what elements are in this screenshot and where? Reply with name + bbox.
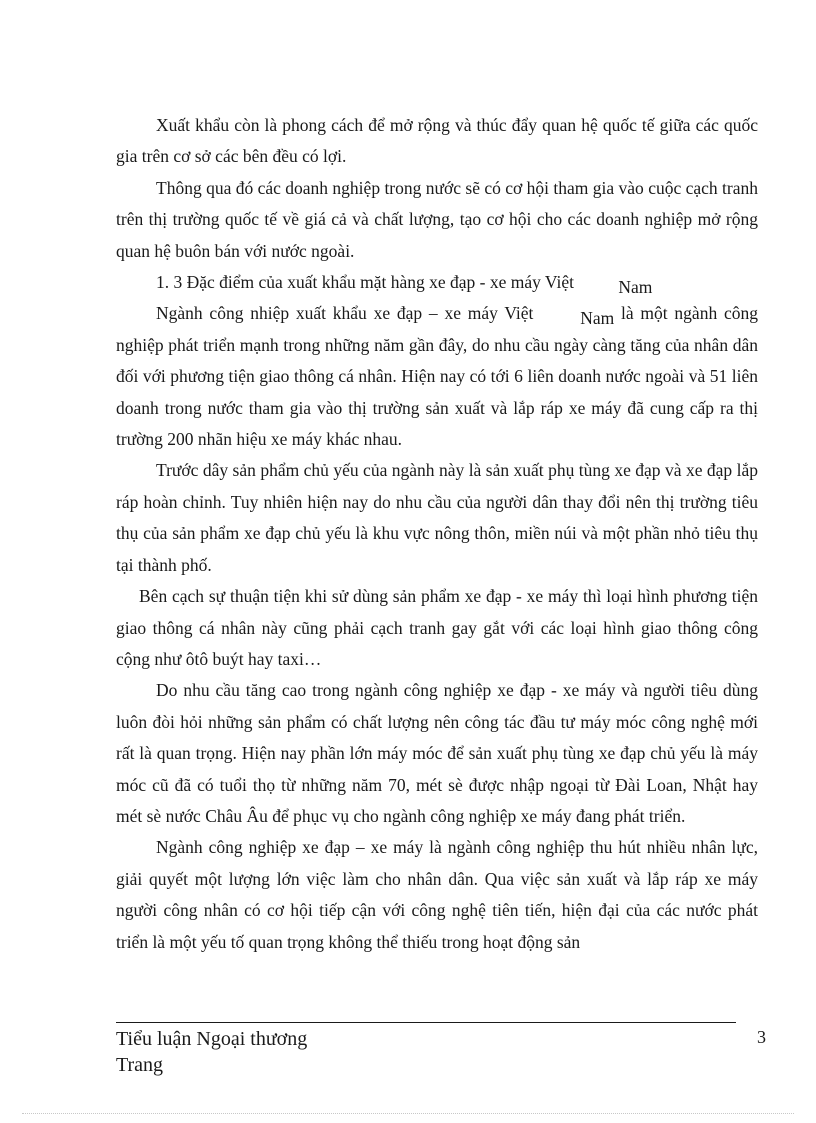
footer-subtitle: Trang [116, 1054, 164, 1076]
heading-lowered-word: Nam [618, 277, 653, 298]
body-text [116, 110, 758, 958]
paragraph-industry [116, 298, 758, 455]
paragraph-industry-lowered-word: Nam [580, 308, 615, 329]
footer-divider [116, 1022, 736, 1023]
heading-text: 1. 3 Đặc điểm của xuất khẩu mặt hàng xe đạp - xe máy Việt [156, 272, 579, 293]
section-heading [116, 267, 758, 298]
page-bottom-border [22, 1113, 794, 1114]
paragraph-before: Trước dây sản phẩm chủ yếu của ngành này là sản xuất phụ tùng xe đạp và xe đạp lắp ráp hoàn chỉnh. Tuy nhiên hiện nay do nhu cầu của người dân thay đổi nên thị trường tiêu thụ của sản phẩm xe đạp chủ yếu là khu vực nông thôn, miền núi và một phần nhỏ tiêu thụ tại thành phố. [116, 460, 758, 575]
footer-title: Tiểu luận Ngoại thương [116, 1028, 308, 1050]
paragraph-demand: Do nhu cầu tăng cao trong ngành công nghiệp xe đạp - xe máy và người tiêu dùng luôn đòi hỏi những sản phẩm có chất lượng nên công tác đầu tư máy móc công nghệ mới rất là quan trọng. Hiện nay phần lớn máy móc để sản xuất phụ tùng xe đạp chủ yếu là máy móc cũ đã có tuổi thọ từ những năm 70, mét sè được nhập ngoại từ Đài Loan, Nhật hay mét sè nước Châu Âu để phục vụ cho ngành công nghiệp xe máy đang phát triển. [116, 680, 758, 826]
paragraph-export-relations: Xuất khẩu còn là phong cách để mở rộng và thúc đẩy quan hệ quốc tế giữa các quốc gia trên cơ sở các bên đều có lợi. [116, 115, 758, 167]
page-number: 3 [757, 1027, 766, 1047]
paragraph-labor: Ngành công nghiệp xe đạp – xe máy là ngành công nghiệp thu hút nhiều nhân lực, giải quyết một lượng lớn việc làm cho nhân dân. Qua việc sản xuất và lắp ráp xe máy người công nhân có cơ hội tiếp cận với công nghệ tiên tiến, hiện đại của các nước phát triển là một yếu tố quan trọng không thể thiếu trong hoạt động sản [116, 837, 758, 952]
paragraph-industry-start: Ngành công nhiệp xuất khẩu xe đạp – xe máy Việt [156, 303, 541, 324]
paragraph-competition: Thông qua đó các doanh nghiệp trong nước sẽ có cơ hội tham gia vào cuộc cạch tranh trên thị trường quốc tế về giá cả và chất lượng, tạo cơ hội cho các doanh nghiệp mở rộng quan hệ buôn bán với nước ngoài. [116, 177, 758, 261]
paragraph-beside: Bên cạch sự thuận tiện khi sử dùng sản phẩm xe đạp - xe máy thì loại hình phương tiện giao thông cá nhân này cũng phải cạch tranh gay gắt với các loại hình giao thông công cộng như ôtô buýt hay taxi… [116, 586, 758, 669]
paragraph-industry-rest: là một ngành công nghiệp phát triển mạnh trong những năm gần đây, do nhu cầu ngày càng tăng của nhân dân đối với phương tiện giao thông cá nhân. Hiện nay có tới 6 liên doanh nước ngoài và 51 liên doanh trong nước tham gia vào thị trường sản xuất và lắp ráp xe máy đã cung cấp ra thị trường 200 nhãn hiệu xe máy khác nhau. [116, 303, 758, 450]
